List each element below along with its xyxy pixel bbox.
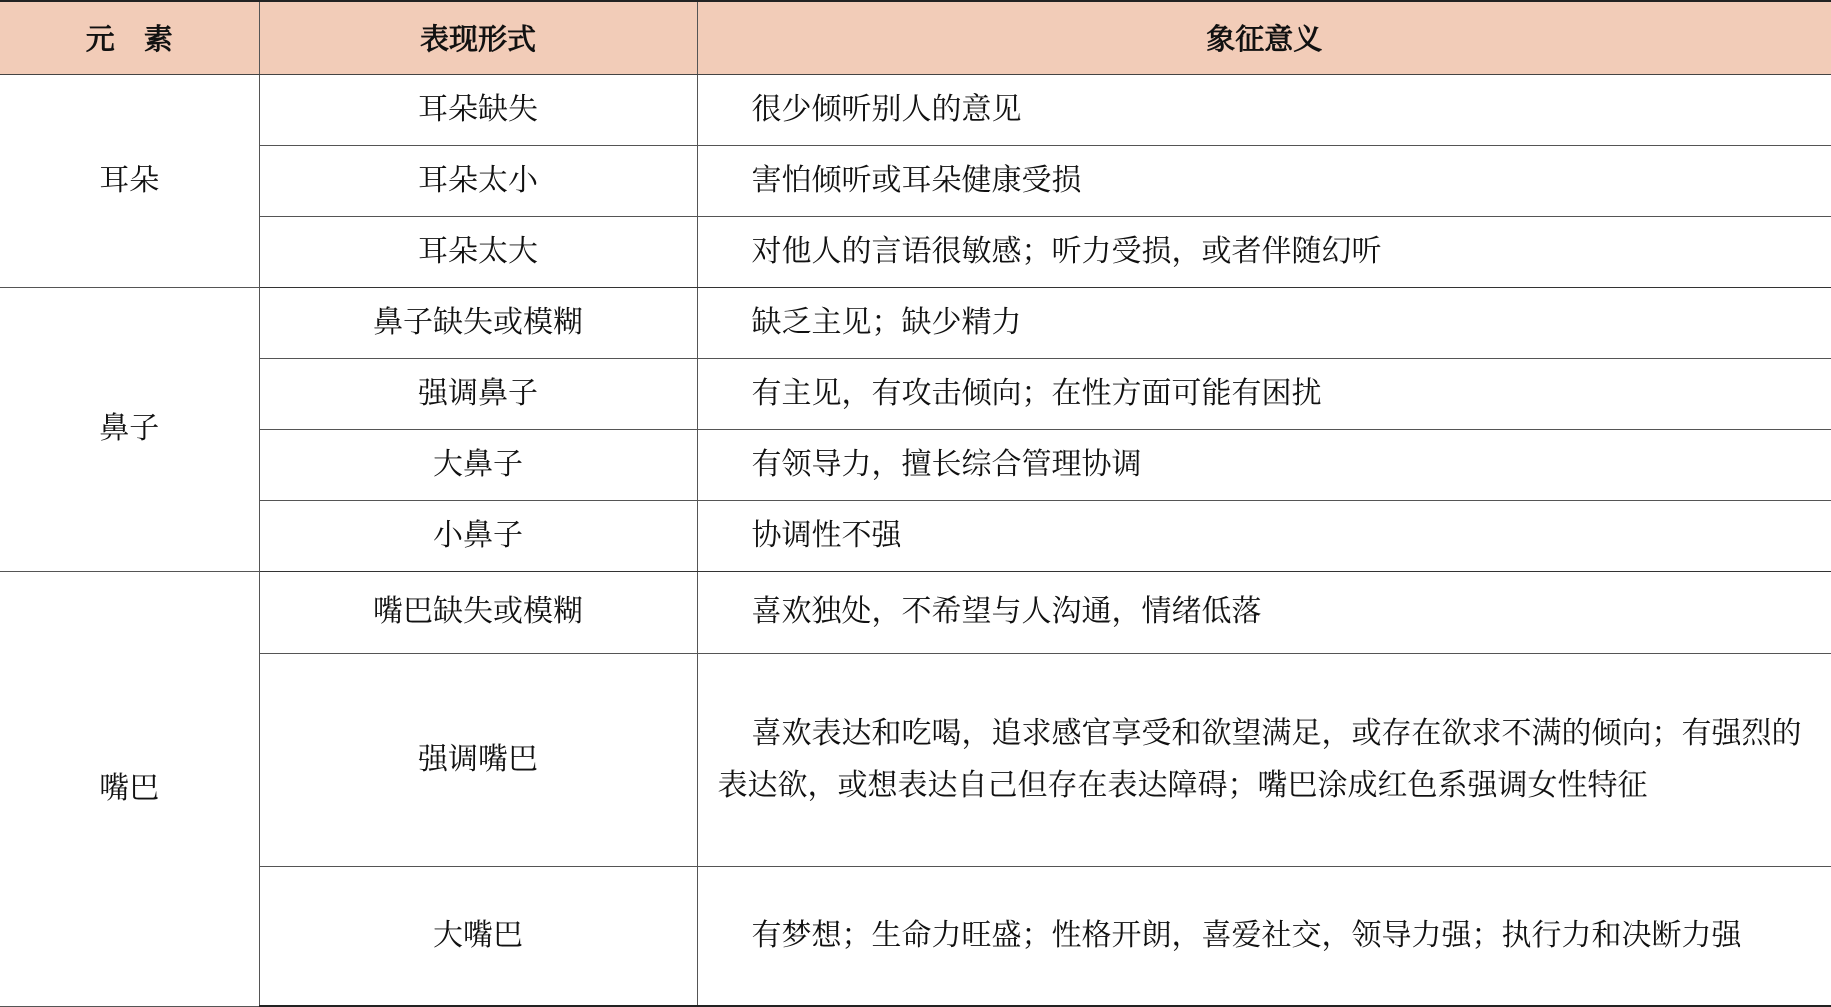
meaning-cell: 喜欢独处，不希望与人沟通，情绪低落 xyxy=(697,571,1831,653)
header-element: 元 素 xyxy=(0,1,259,74)
table-row xyxy=(0,216,1831,287)
meaning-cell: 有领导力，擅长综合管理协调 xyxy=(697,429,1831,500)
header-row xyxy=(0,1,1831,74)
element-cell-ears: 耳朵 xyxy=(0,74,259,287)
table-row xyxy=(0,571,1831,653)
element-cell-mouth: 嘴巴 xyxy=(0,571,259,1006)
meaning-cell: 对他人的言语很敏感；听力受损，或者伴随幻听 xyxy=(697,216,1831,287)
form-cell: 大鼻子 xyxy=(259,429,697,500)
form-cell: 大嘴巴 xyxy=(259,866,697,1006)
meaning-cell: 缺乏主见；缺少精力 xyxy=(697,287,1831,358)
form-cell: 耳朵太大 xyxy=(259,216,697,287)
meaning-cell: 协调性不强 xyxy=(697,500,1831,571)
table-row xyxy=(0,500,1831,571)
table-row xyxy=(0,145,1831,216)
table-row xyxy=(0,429,1831,500)
header-form: 表现形式 xyxy=(259,1,697,74)
table-row xyxy=(0,74,1831,145)
form-cell: 小鼻子 xyxy=(259,500,697,571)
header-meaning: 象征意义 xyxy=(697,1,1831,74)
element-cell-nose: 鼻子 xyxy=(0,287,259,571)
form-cell: 强调鼻子 xyxy=(259,358,697,429)
form-cell: 耳朵缺失 xyxy=(259,74,697,145)
form-cell: 耳朵太小 xyxy=(259,145,697,216)
form-cell: 强调嘴巴 xyxy=(259,653,697,866)
meaning-cell: 喜欢表达和吃喝，追求感官享受和欲望满足，或存在欲求不满的倾向；有强烈的表达欲，或想表达自己但存在表达障碍；嘴巴涂成红色系强调女性特征 xyxy=(697,653,1831,866)
table-row xyxy=(0,653,1831,866)
form-cell: 嘴巴缺失或模糊 xyxy=(259,571,697,653)
table-row xyxy=(0,866,1831,1006)
meaning-cell: 害怕倾听或耳朵健康受损 xyxy=(697,145,1831,216)
form-cell: 鼻子缺失或模糊 xyxy=(259,287,697,358)
meaning-cell: 有梦想；生命力旺盛；性格开朗，喜爱社交，领导力强；执行力和决断力强 xyxy=(697,866,1831,1006)
meaning-cell: 有主见，有攻击倾向；在性方面可能有困扰 xyxy=(697,358,1831,429)
meaning-cell: 很少倾听别人的意见 xyxy=(697,74,1831,145)
table-row xyxy=(0,358,1831,429)
table-row xyxy=(0,287,1831,358)
